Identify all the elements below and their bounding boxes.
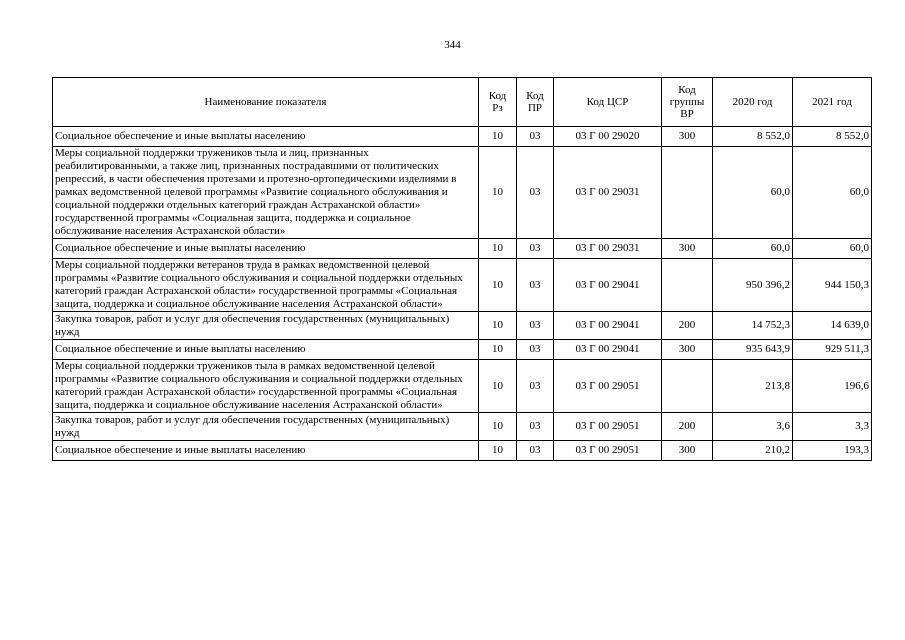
table-row <box>53 413 872 441</box>
cell-vr <box>662 259 713 312</box>
cell-csr: 03 Г 00 29031 <box>554 147 662 239</box>
table-header-row <box>53 78 872 127</box>
table-row <box>53 360 872 413</box>
cell-pr: 03 <box>517 127 554 147</box>
cell-csr: 03 Г 00 29020 <box>554 127 662 147</box>
cell-name: Социальное обеспечение и иные выплаты населению <box>53 340 479 360</box>
cell-rz: 10 <box>479 413 517 441</box>
cell-pr: 03 <box>517 441 554 461</box>
cell-2021: 14 639,0 <box>793 312 872 340</box>
cell-2020: 14 752,3 <box>713 312 793 340</box>
header-vr-line: ВР <box>680 108 694 120</box>
cell-vr: 200 <box>662 312 713 340</box>
cell-rz: 10 <box>479 147 517 239</box>
cell-pr: 03 <box>517 147 554 239</box>
cell-2020: 950 396,2 <box>713 259 793 312</box>
cell-2021: 8 552,0 <box>793 127 872 147</box>
cell-name: Социальное обеспечение и иные выплаты населению <box>53 441 479 461</box>
header-name: Наименование показателя <box>53 78 479 127</box>
header-csr: Код ЦСР <box>554 78 662 127</box>
header-rz <box>479 78 517 127</box>
cell-pr: 03 <box>517 340 554 360</box>
cell-rz: 10 <box>479 239 517 259</box>
cell-2020: 60,0 <box>713 239 793 259</box>
cell-rz: 10 <box>479 312 517 340</box>
table-row <box>53 147 872 239</box>
cell-name: Меры социальной поддержки тружеников тыла и лиц, признанных реабилитированными, а также лиц, признанных пострадавшими от политических репрессий, в части обеспечения протезами и протезно-ортопедическими изделиями в рамках ведомственной целевой программы «Развитие социального обслуживания и социальной поддержки отдельных категорий граждан Астраханской области» государственной программы «Социальная защита, поддержка и социальное обслуживание населения Астраханской области» <box>53 147 479 239</box>
table-row <box>53 441 872 461</box>
cell-vr: 300 <box>662 441 713 461</box>
cell-name: Закупка товаров, работ и услуг для обеспечения государственных (муниципальных) нужд <box>53 413 479 441</box>
cell-name: Закупка товаров, работ и услуг для обеспечения государственных (муниципальных) нужд <box>53 312 479 340</box>
cell-name: Меры социальной поддержки тружеников тыла в рамках ведомственной целевой программы «Развитие социального обслуживания и социальной поддержки отдельных категорий граждан Астраханской области» государственной программы «Социальная защита, поддержка и социальное обслуживание населения Астраханской области» <box>53 360 479 413</box>
cell-vr <box>662 147 713 239</box>
cell-rz: 10 <box>479 360 517 413</box>
header-pr <box>517 78 554 127</box>
cell-2020: 3,6 <box>713 413 793 441</box>
cell-csr: 03 Г 00 29041 <box>554 259 662 312</box>
cell-2021: 3,3 <box>793 413 872 441</box>
cell-pr: 03 <box>517 360 554 413</box>
cell-vr: 300 <box>662 340 713 360</box>
cell-name: Социальное обеспечение и иные выплаты населению <box>53 239 479 259</box>
cell-2021: 196,6 <box>793 360 872 413</box>
cell-rz: 10 <box>479 441 517 461</box>
cell-csr: 03 Г 00 29041 <box>554 340 662 360</box>
cell-vr: 300 <box>662 239 713 259</box>
cell-rz: 10 <box>479 340 517 360</box>
cell-csr: 03 Г 00 29041 <box>554 312 662 340</box>
cell-2020: 60,0 <box>713 147 793 239</box>
cell-2020: 210,2 <box>713 441 793 461</box>
table-row <box>53 239 872 259</box>
header-pr-line: ПР <box>527 102 543 114</box>
cell-name: Меры социальной поддержки ветеранов труда в рамках ведомственной целевой программы «Развитие социального обслуживания и социальной поддержки отдельных категорий граждан Астраханской области» государственной программы «Социальная защита, поддержка и социальное обслуживание населения Астраханской области» <box>53 259 479 312</box>
cell-csr: 03 Г 00 29051 <box>554 441 662 461</box>
table-row <box>53 340 872 360</box>
cell-vr: 200 <box>662 413 713 441</box>
cell-2020: 8 552,0 <box>713 127 793 147</box>
cell-2021: 929 511,3 <box>793 340 872 360</box>
cell-rz: 10 <box>479 259 517 312</box>
cell-2020: 213,8 <box>713 360 793 413</box>
header-rz-line: Рз <box>492 102 503 114</box>
cell-pr: 03 <box>517 259 554 312</box>
cell-2021: 60,0 <box>793 147 872 239</box>
cell-vr: 300 <box>662 127 713 147</box>
header-vr <box>662 78 713 127</box>
cell-2020: 935 643,9 <box>713 340 793 360</box>
table-row <box>53 312 872 340</box>
cell-2021: 193,3 <box>793 441 872 461</box>
cell-vr <box>662 360 713 413</box>
table-row <box>53 259 872 312</box>
header-vr-line: группы <box>669 96 705 108</box>
page-number: 344 <box>444 39 461 51</box>
cell-csr: 03 Г 00 29031 <box>554 239 662 259</box>
table-row <box>53 127 872 147</box>
header-pr-line: Код <box>526 90 544 102</box>
cell-rz: 10 <box>479 127 517 147</box>
cell-csr: 03 Г 00 29051 <box>554 413 662 441</box>
cell-2021: 944 150,3 <box>793 259 872 312</box>
cell-2021: 60,0 <box>793 239 872 259</box>
header-2020: 2020 год <box>713 78 793 127</box>
header-2021: 2021 год <box>793 78 872 127</box>
header-rz-line: Код <box>488 90 507 102</box>
cell-name: Социальное обеспечение и иные выплаты населению <box>53 127 479 147</box>
cell-csr: 03 Г 00 29051 <box>554 360 662 413</box>
header-vr-line: Код <box>678 84 696 96</box>
cell-pr: 03 <box>517 413 554 441</box>
budget-table <box>52 77 872 461</box>
cell-pr: 03 <box>517 312 554 340</box>
cell-pr: 03 <box>517 239 554 259</box>
